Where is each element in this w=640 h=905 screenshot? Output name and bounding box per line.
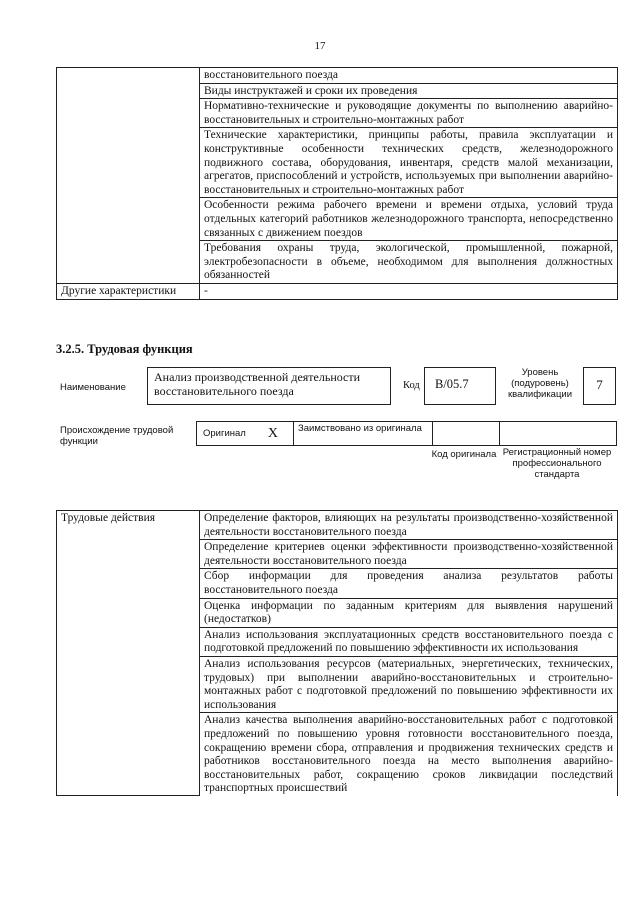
table-row	[57, 511, 618, 540]
function-code-box: B/05.7	[424, 367, 496, 405]
original-cell	[196, 421, 294, 446]
table-cell: Особенности режима рабочего времени и времени отдыха, условий труда отдельных категорий работников железнодорожного транспорта, непосредственно связанных с движением поездов	[200, 198, 618, 241]
origin-row	[197, 421, 617, 446]
origin-label: Происхождение трудовой функции	[60, 425, 174, 447]
table-cell: Сбор информации для проведения анализа результатов работы восстановительного поезда	[200, 569, 618, 598]
table-row	[57, 283, 618, 299]
table-row	[57, 68, 618, 84]
qualification-level-label: Уровень (подуровень) квалификации	[507, 367, 573, 400]
table-cell: Анализ использования эксплуатационных средств восстановительного поезда с подготовкой предложений по повышению эффективности их использования	[200, 627, 618, 656]
code-label: Код	[403, 380, 420, 391]
original-mark: X	[267, 425, 278, 441]
table-cell: Определение критериев оценки эффективности производственно-хозяйственной деятельности восстановительного поезда	[200, 540, 618, 569]
reg-number-label: Регистрационный номер профессионального стандарта	[502, 447, 612, 480]
table-cell: Виды инструктажей и сроки их проведения	[200, 83, 618, 99]
table-cell: Анализ использования ресурсов (материальных, энергетических, технических, трудовых) при выполнении аварийно-восстановительных и строительно-монтажных работ с подготовкой предложений по повышению эффективности их использования	[200, 656, 618, 712]
origin-code-cell	[432, 421, 500, 446]
table-cell: Нормативно-технические и руководящие документы по выполнению аварийно-восстановительных и строительно-монтажных работ	[200, 99, 618, 128]
continuation-table	[56, 67, 618, 300]
table-cell: Анализ качества выполнения аварийно-восстановительных работ с подготовкой предложений по повышению уровня готовности восстановительного поезда, сокращению времени сбора, отправления и продвижения технических средств и работников восстановительного поезда на место выполнения аварийно-восстановительных работ, сокращению сроков ликвидации последствий транспортных происшествий	[200, 713, 618, 796]
page-number: 17	[314, 40, 326, 52]
table-cell: Требования охраны труда, экологической, промышленной, пожарной, электробезопасности в объеме, необходимом для выполнения должностных обязанностей	[200, 241, 618, 284]
table-cell: восстановительного поезда	[200, 68, 618, 84]
reg-number-cell	[499, 421, 617, 446]
labor-actions-label: Трудовые действия	[57, 511, 200, 796]
other-characteristics-value: -	[200, 283, 618, 299]
other-characteristics-label: Другие характеристики	[57, 283, 200, 299]
function-name-box: Анализ производственной деятельности восстановительного поезда	[147, 367, 391, 405]
table-cell: Технические характеристики, принципы работы, правила эксплуатации и конструктивные особенности технических средств, железнодорожного подвижного состава, оборудования, инвентаря, средств малой механизации, агрегатов, приспособлений и устройств, используемых при выполнении аварийно-восстановительных и строительно-монтажных работ	[200, 128, 618, 198]
table-cell: Оценка информации по заданным критериям для выявления нарушений (недостатков)	[200, 598, 618, 627]
table-cell: Определение факторов, влияющих на результаты производственно-хозяйственной деятельности восстановительного поезда	[200, 511, 618, 540]
section-title: 3.2.5. Трудовая функция	[56, 342, 193, 356]
table-cell-empty	[57, 68, 200, 284]
labor-actions-table	[56, 510, 618, 796]
name-label: Наименование	[60, 382, 126, 393]
qualification-level-box: 7	[583, 367, 616, 405]
origin-code-label: Код оригинала	[431, 449, 497, 460]
original-label: Оригинал	[203, 428, 246, 439]
borrowed-cell: Заимствовано из оригинала	[293, 421, 433, 446]
